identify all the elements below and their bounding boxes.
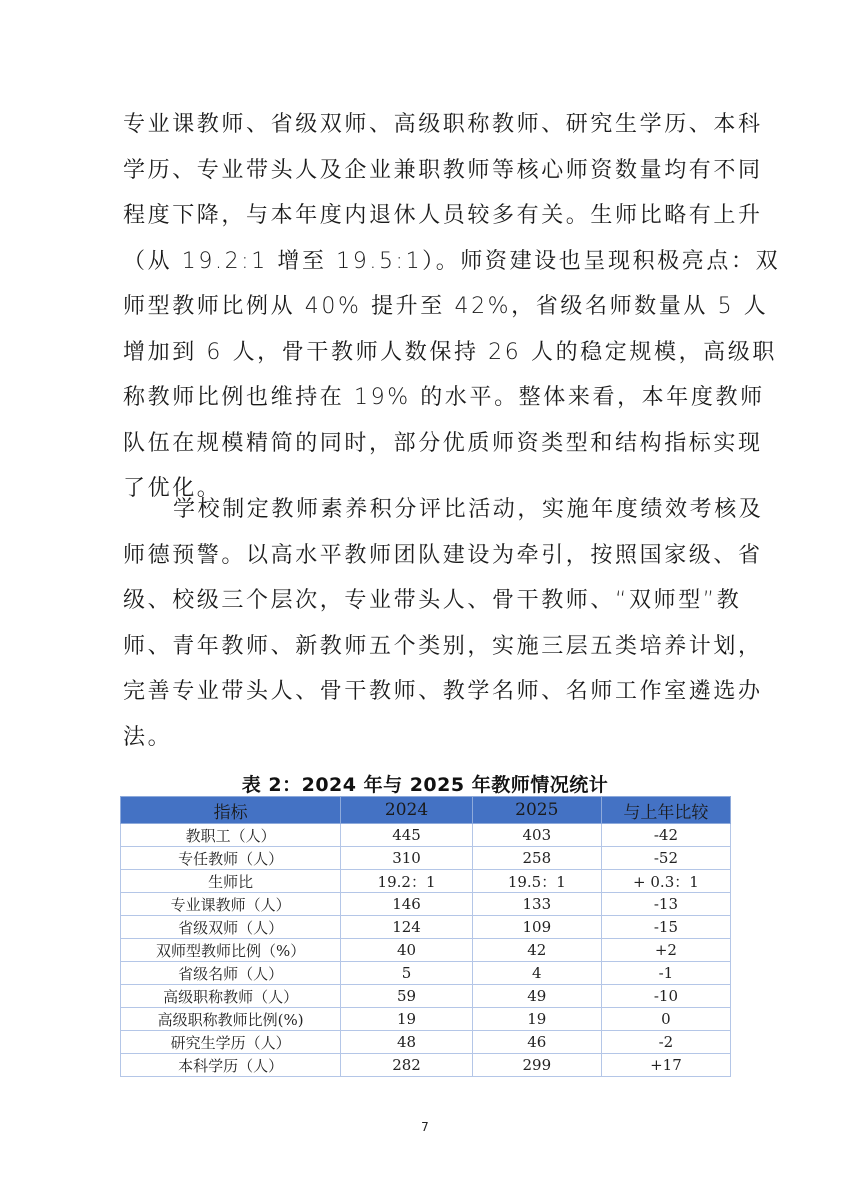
text-line: 师德预警。以高水平教师团队建设为牵引，按照国家级、省 [123, 542, 763, 568]
cell-change: + 0.3：1 [601, 870, 730, 893]
table-caption: 表 2：2024 年与 2025 年教师情况统计 [241, 774, 609, 796]
table-row [121, 893, 731, 916]
cell-change: -2 [601, 1031, 730, 1054]
cell-indicator: 高级职称教师比例(%) [121, 1008, 341, 1031]
cell-change: +17 [601, 1054, 730, 1077]
text-line: 了优化。 [123, 476, 222, 501]
text-line: 完善专业带头人、骨干教师、教学名师、名师工作室遴选办 [123, 679, 763, 704]
cell-2025: 19.5：1 [472, 870, 601, 893]
cell-change: -10 [601, 985, 730, 1008]
cell-indicator: 专任教师（人） [121, 847, 341, 870]
text-line: 师型教师比例从 40% 提升至 42%，省级名师数量从 5 人 [123, 294, 769, 319]
cell-2024: 282 [341, 1054, 472, 1077]
paragraph-training-plan [123, 487, 764, 760]
cell-change: +2 [601, 939, 730, 962]
cell-2025: 46 [472, 1031, 601, 1054]
cell-2024: 40 [341, 939, 472, 962]
table-row [121, 1008, 731, 1031]
paragraph-teacher-changes [123, 102, 781, 512]
cell-2025: 109 [472, 916, 601, 939]
cell-2025: 258 [472, 847, 601, 870]
cell-2025: 133 [472, 893, 601, 916]
table-header-row [121, 797, 731, 824]
cell-2025: 49 [472, 985, 601, 1008]
cell-2024: 5 [341, 962, 472, 985]
table-row [121, 847, 731, 870]
cell-change: -13 [601, 893, 730, 916]
table-row [121, 939, 731, 962]
cell-2025: 403 [472, 824, 601, 847]
header-cell-indicator: 指标 [121, 797, 341, 824]
text-line: 学校制定教师素养积分评比活动，实施年度绩效考核及 [173, 497, 764, 522]
header-cell-2025: 2025 [472, 797, 601, 824]
text-line: 学历、专业带头人及企业兼职教师等核心师资数量均有不同 [123, 157, 763, 183]
cell-2024: 146 [341, 893, 472, 916]
cell-change: -42 [601, 824, 730, 847]
cell-2024: 124 [341, 916, 472, 939]
cell-change: 0 [601, 1008, 730, 1031]
cell-change: -52 [601, 847, 730, 870]
text-line: 程度下降，与本年度内退休人员较多有关。生师比略有上升 [123, 203, 763, 228]
cell-2024: 445 [341, 824, 472, 847]
cell-change: -1 [601, 962, 730, 985]
table-row [121, 1031, 731, 1054]
cell-indicator: 专业课教师（人） [121, 893, 341, 916]
cell-indicator: 双师型教师比例（%） [121, 939, 341, 962]
text-line: 师、青年教师、新教师五个类别，实施三层五类培养计划， [123, 633, 763, 659]
cell-2025: 299 [472, 1054, 601, 1077]
cell-2024: 48 [341, 1031, 472, 1054]
table-row [121, 824, 731, 847]
text-line: 级、校级三个层次，专业带头人、骨干教师、“双师型”教 [123, 588, 742, 613]
table-row [121, 916, 731, 939]
page-number: 7 [421, 1120, 429, 1134]
table-row [121, 1054, 731, 1077]
header-cell-2024: 2024 [341, 797, 472, 824]
cell-indicator: 省级名师（人） [121, 962, 341, 985]
cell-2024: 59 [341, 985, 472, 1008]
text-line: 法。 [123, 724, 173, 750]
cell-2025: 42 [472, 939, 601, 962]
text-line: 专业课教师、省级双师、高级职称教师、研究生学历、本科 [123, 112, 763, 137]
cell-indicator: 本科学历（人） [121, 1054, 341, 1077]
cell-indicator: 省级双师（人） [121, 916, 341, 939]
cell-2025: 19 [472, 1008, 601, 1031]
cell-indicator: 研究生学历（人） [121, 1031, 341, 1054]
cell-2024: 310 [341, 847, 472, 870]
text-line: （从 19.2:1 增至 19.5:1）。师资建设也呈现积极亮点：双 [123, 248, 781, 274]
cell-2024: 19 [341, 1008, 472, 1031]
table-row [121, 962, 731, 985]
cell-indicator: 高级职称教师（人） [121, 985, 341, 1008]
table-row [121, 985, 731, 1008]
text-line: 增加到 6 人，骨干教师人数保持 26 人的稳定规模，高级职 [123, 339, 777, 365]
header-cell-change: 与上年比较 [601, 797, 730, 824]
cell-2025: 4 [472, 962, 601, 985]
teacher-statistics-table [120, 796, 731, 1077]
text-line: 队伍在规模精简的同时，部分优质师资类型和结构指标实现 [123, 430, 763, 456]
cell-2024: 19.2：1 [341, 870, 472, 893]
cell-indicator: 生师比 [121, 870, 341, 893]
cell-change: -15 [601, 916, 730, 939]
text-line: 称教师比例也维持在 19% 的水平。整体来看，本年度教师 [123, 385, 765, 410]
table-row [121, 870, 731, 893]
cell-indicator: 教职工（人） [121, 824, 341, 847]
